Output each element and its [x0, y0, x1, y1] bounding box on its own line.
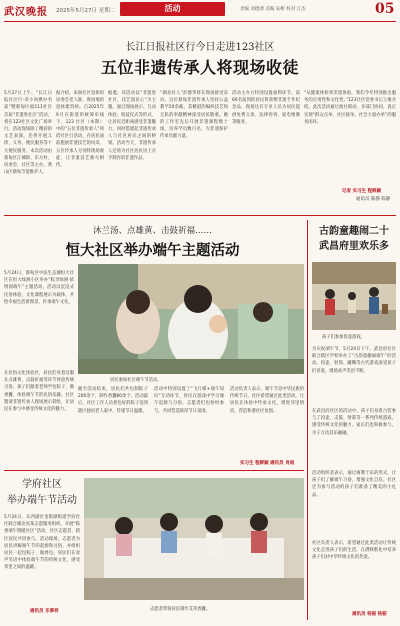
article2-photo: [78, 264, 304, 374]
issue-date: 2025年5月27日 星期二: [56, 8, 116, 14]
sidebar-body-4: 社区负责人表示，希望通过此类活动让传统文化走进孩子们的生活，在潜移默化中培养孩子们对中华传统文化的热爱。: [312, 541, 396, 561]
article1-column-1: 5月27日上午，“长江日报社区行·邓小岗携办名家”暨蔡甸区福111社区首届“非遗进社区”活动，将在123社区文化广场举行。活动现场除了精彩的文艺表演，还将开展义诊、义务、便民服务等十大便民服务。本次活动由蔡甸区江城街、东方村，居委会、社区等主办，黄山区蔡甸节能维护人。: [4, 91, 52, 176]
article1-column-6: “从健康体检到非遗体验，我们今年特别推出服务的应用性和文化性，”123社区党委书记王俊介绍。此次活动通过政社联动，多部门协同，真正实现“群众点单，社区接单，社会力量办单”的服务闭环。: [304, 91, 396, 125]
sidebar-divider: [307, 220, 308, 620]
article2-column-4: 活动中特别设置了“飞行棋+端午知识”互动环节，居民在游戏中学习端午起源与习俗。志愿者们也纷纷参与，共同营造浓厚节日氛围。: [154, 387, 224, 414]
article2-column-3: 截至活动结束，居民们共包制粽子200余个，制作香囊80余个。活动最后，社区工作人员将包好的粽子送到辖区独居老人家中，传递节日温暖。: [78, 387, 148, 414]
article3-headline-line1: 学府社区: [22, 479, 62, 490]
sidebar-headline-line1: 古韵童趣闹二十: [319, 226, 389, 237]
children-game-photo-icon: [312, 262, 396, 330]
article1-headline: 五位非遗传承人将现场收徒: [100, 58, 299, 77]
masthead-logo: 武汉晚报: [4, 7, 48, 18]
article3-photo-caption: 志愿者带领居民制作艾草香囊。: [150, 607, 211, 612]
header-rule: [4, 21, 396, 22]
sidebar-body-1: 为庆祝端午节，5月24日下午，武昌府社区联合辖区学校举办了“古韵童趣闹端午”的活动。投壶、射箭、蹴鞠等古代游戏深受孩子们喜爱，现场欢声笑语不断。: [312, 347, 396, 374]
sidebar-body-2: 在武昌府社区的活动中，孩子们身着古装参与了投壶、击鼓、射箭等一系列传统游戏，感受传统文化的魅力。家长们也积极参与，亲子互动其乐融融。: [312, 409, 396, 436]
article2-photo-caption: 居民参加社区端午节活动。: [110, 378, 162, 383]
sidebar-photo-caption: 孩子们参加投壶游戏。: [322, 335, 365, 340]
article1-subhead: 长江日报社区行今日走进123社区: [125, 42, 275, 53]
sidebar-credit: 通讯员 杨振 杨振: [352, 612, 387, 617]
sidebar-photo: [312, 262, 396, 330]
article1-byline: [342, 188, 381, 194]
article2-headline: 恒大社区举办端午主题活动: [65, 243, 240, 259]
article1-credit: 记者 实习生 程鲜颖: [342, 189, 382, 194]
sidebar-body-3: 活动组织者表示，通过寓教于乐的形式，让孩子们了解端午习俗，增强文化自信。社区还为参与活动的孩子们准备了精美的小礼品。: [312, 471, 396, 498]
article3-byline: [30, 608, 59, 614]
article2-column-1: 5月24日，蔡甸区中法生态城恒大社区在恒大绿洲小区举办“粽享绿洲·浓情润端午”主题活动。活动以沉浸式民俗体验、文化课程展示为载体，共绘幸福生活新图景，传承端午文化。: [4, 271, 74, 305]
article1-separator: [4, 215, 396, 216]
article3-credit: 通讯员 乐事祥: [30, 609, 59, 614]
article2-separator: [4, 470, 304, 471]
article3-photo: [84, 478, 304, 600]
article1-byline-sub: 通讯员 陈静 陈静: [356, 197, 391, 202]
sachet-making-photo-icon: [84, 478, 304, 600]
article2-byline: [240, 460, 294, 466]
sidebar-byline: [352, 611, 387, 617]
dragon-boat-festival-photo-icon: [78, 264, 304, 374]
section-label: 活动: [120, 2, 225, 16]
article1-column-2: 据介绍，朱洞社区退休的居委会老人陈、鲁园地的退休建筑师。自2025年9月在街道的统筹牵线下，123 社区（本期）中的“五位非遗传承人”将借社区行活动，在居民面前施展非遗技艺的风采，五位传承人分别将现场收徒，让非遗技艺薪火相传。: [56, 91, 104, 169]
article2-credit: 实习生 程鲜颖 通讯员 肖雨: [240, 461, 295, 466]
article2-subhead: 沐兰汤、点雄黄、击鼓祈福……: [92, 226, 212, 236]
article3-headline-line2: 举办端午节活动: [7, 495, 77, 506]
sidebar-headline-line2: 武昌府里欢乐多: [319, 241, 389, 252]
article1-column-3: 据悉，该活动以“非遗进社区，技艺润民心”为主题，通过现场展示、互动体验、收徒仪式等形式，让居民近距离感受非遗魅力，同时搭建起非遗传承人与社区居民之间的桥梁。活动当天，非遗传承人还将为社区居民送上亲手制作的非遗作品。: [108, 91, 156, 161]
article2-column-2: 在民俗文化体验区，居民们身着汉服在点雄黄、击鼓祈福等环节体验传统习俗。孩子们跟着老师学包粽子、做香囊，体验端午节的民俗乐趣。社区邀请非遗传承人现场展示彩绘，让居民在参与中感受传统文化的魅力。: [4, 371, 74, 413]
article1-column-4: “湖北好人”彭德华将在现场接受采访。这位蔡甸非遗传承人坚持公益教学20余载，其精湛的编织技艺和无私的奉献精神深受居民敬重。她的工作室先后开展非遗课程数十场，培养学员数百名，为非遗保护传承贡献力量。: [160, 91, 228, 140]
page-header: [0, 0, 400, 22]
page-number: 05: [375, 1, 395, 17]
editor-credits: 责编 刘德湧 美编 朱彬 校对 江杰: [240, 7, 306, 12]
article1-column-5: 活动主办方特别设置福利环节，前60名报到的居民将获赠非遗手作纪念品，现场还有专业人员为居民提供免费义诊、法律咨询、家电维修等服务。: [232, 91, 300, 125]
article3-body: 5月24日，东西湖区金银湖街道学府社区联合湖北省某志愿服务组织，开展“粽香端午情暖社区”活动，社区志愿者、辖区居民共同参与。活动现场，志愿者为居民讲解端午节的起源和习俗，并组织居民一起包粽子、做香包。居民们在欢声笑语中体验端午节的传统文化，感受邻里之间的温暖。: [4, 515, 80, 571]
article2-column-5: 活动负责人表示，端午节是中华民族的传统节日，社区希望通过此类活动，让居民在体验中传承文化，增进邻里情谊，营造和谐社区氛围。: [230, 387, 304, 414]
